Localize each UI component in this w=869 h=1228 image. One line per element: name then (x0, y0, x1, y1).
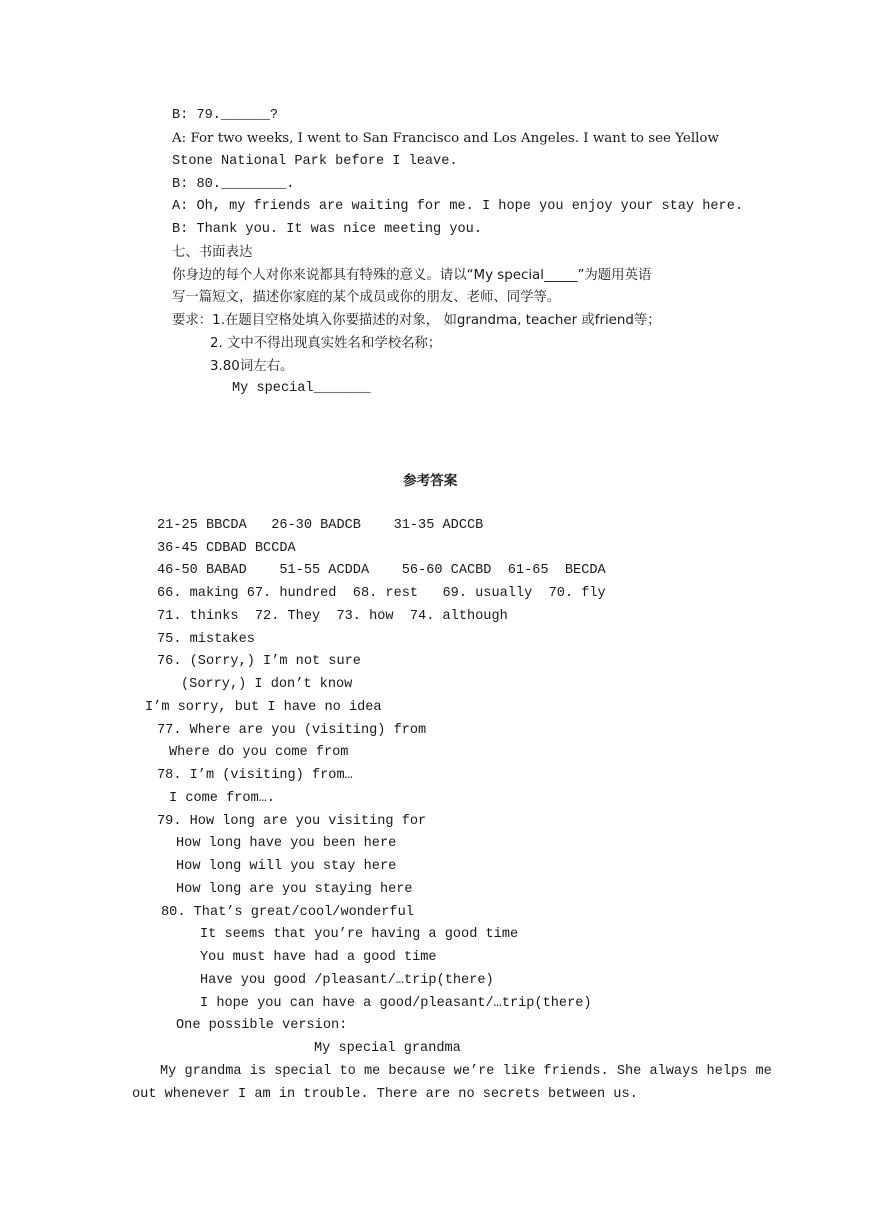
answer-line: It seems that you’re having a good time (200, 927, 519, 942)
answer-line: 66. making 67. hundred 68. rest 69. usually 70. fly (157, 586, 606, 601)
essay-title-blank: My special_______ (232, 381, 371, 396)
dialogue-line-a-cont: Stone National Park before I leave. (172, 154, 458, 169)
answer-line: 78. I’m (visiting) from… (157, 768, 353, 783)
dialogue-line-b79: B: 79.______? (172, 108, 279, 123)
dialogue-line-a-weeks: A: For two weeks, I went to San Francisco and Los Angeles. I want to see Yellow (172, 131, 719, 146)
answer-line: 36-45 CDBAD BCCDA (157, 541, 296, 556)
answer-line: You must have had a good time (200, 950, 437, 965)
dialogue-line-b-thanks: B: Thank you. It was nice meeting you. (172, 222, 482, 237)
answer-line: Have you good /pleasant/…trip(there) (200, 973, 494, 988)
answer-line: Where do you come from (169, 745, 349, 760)
answer-line: 76. (Sorry,) I’m not sure (157, 654, 361, 669)
answer-line: I come from…. (169, 791, 276, 806)
answer-line: 21-25 BBCDA 26-30 BADCB 31-35 ADCCB (157, 518, 484, 533)
writing-prompt-line-1: 你身边的每个人对你来说都具有特殊的意义。请以“My special_____”为题用英语 (172, 268, 652, 283)
dialogue-line-a-friends: A: Oh, my friends are waiting for me. I hope you enjoy your stay here. (172, 199, 744, 214)
answer-line: 75. mistakes (157, 632, 255, 647)
requirement-line-3: 3.80词左右。 (210, 359, 294, 374)
section-heading-writing: 七、书面表达 (172, 245, 253, 260)
requirement-line-2: 2. 文中不得出现真实姓名和学校名称； (210, 336, 442, 351)
answer-line: I hope you can have a good/pleasant/…trip(there) (200, 996, 592, 1011)
sample-essay-line-1: My grandma is special to me because we’re like friends. She always helps me (160, 1064, 772, 1079)
dialogue-line-b80: B: 80.________. (172, 177, 295, 192)
answer-line: 80. That’s great/cool/wonderful (161, 905, 414, 920)
answer-key-title: 参考答案 (403, 473, 458, 489)
answer-line: 79. How long are you visiting for (157, 814, 427, 829)
answer-line: 71. thinks 72. They 73. how 74. although (157, 609, 508, 624)
answer-line: (Sorry,) I don’t know (181, 677, 353, 692)
answer-line: 46-50 BABAD 51-55 ACDDA 56-60 CACBD 61-65 BECDA (157, 563, 606, 578)
answer-line: How long are you staying here (176, 882, 413, 897)
sample-version-label: One possible version: (176, 1018, 348, 1033)
sample-essay-title: My special grandma (314, 1041, 461, 1056)
sample-essay-line-2: out whenever I am in trouble. There are no secrets between us. (132, 1087, 638, 1102)
writing-prompt-line-2: 写一篇短文，描述你家庭的某个成员或你的朋友、老师、同学等。 (172, 290, 561, 305)
requirement-line-1: 要求：1.在题目空格处填入你要描述的对象， 如grandma, teacher 或friend等； (172, 313, 661, 328)
answer-line: 77. Where are you (visiting) from (157, 723, 427, 738)
answer-line: How long have you been here (176, 836, 397, 851)
answer-line: How long will you stay here (176, 859, 397, 874)
answer-line: I’m sorry, but I have no idea (145, 700, 382, 715)
